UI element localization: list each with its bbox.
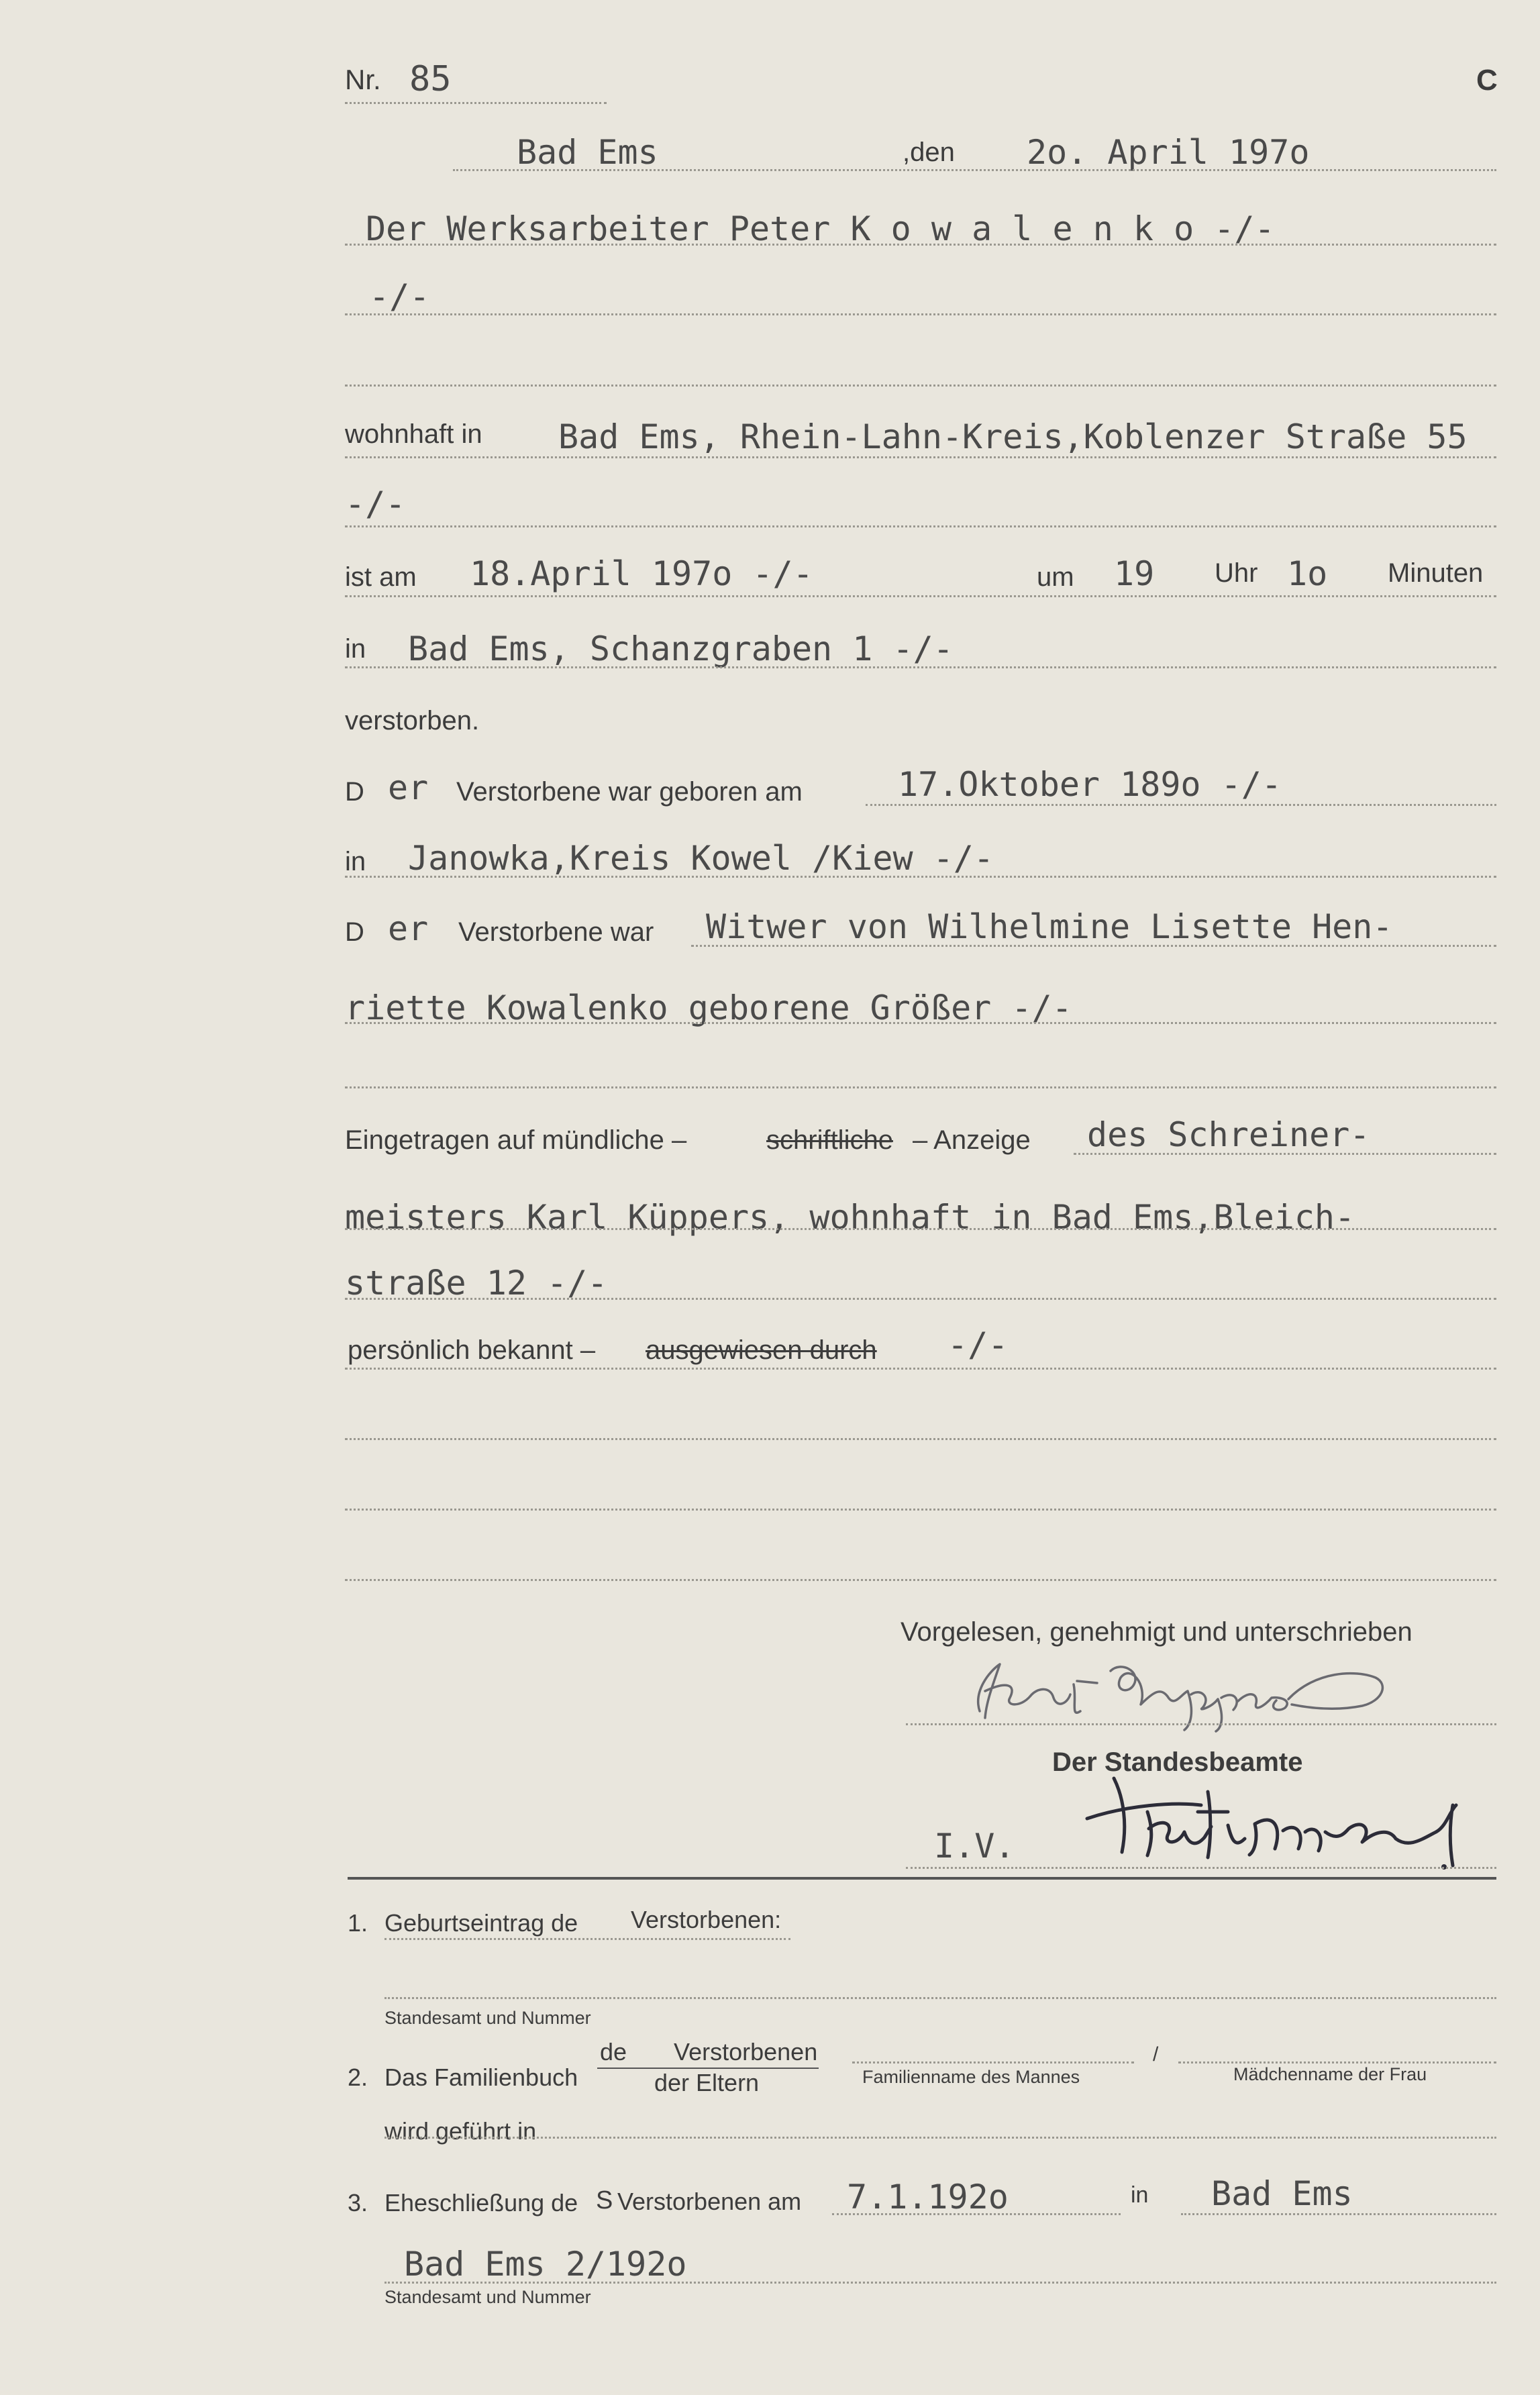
known-struck-id: ausgewiesen durch (646, 1335, 877, 1365)
entry-line-2-rule (345, 1228, 1496, 1230)
footer-1-number-line (384, 1997, 1496, 1999)
footer-3-s: S (596, 2186, 613, 2214)
record-number: 85 (409, 59, 452, 99)
footer-3-date: 7.1.192o (847, 2178, 1009, 2216)
read-approved-signed-text: Vorgelesen, genehmigt und unterschrieben (901, 1617, 1413, 1647)
registrar-title: Der Standesbeamte (1052, 1747, 1303, 1777)
residence-label: wohnhaft in (345, 419, 482, 449)
footer-2-wird-line (384, 2137, 1496, 2139)
death-date-line (345, 595, 1496, 597)
birth-gender-suffix: er (388, 768, 429, 807)
iv-label: I.V. (934, 1827, 1015, 1866)
death-date-label: ist am (345, 562, 417, 592)
entry-line-1-rule (1074, 1153, 1496, 1155)
status-line-1-rule (691, 945, 1496, 947)
birth-place-line (345, 876, 1496, 878)
death-minute: 1o (1287, 554, 1328, 593)
footer-3-value-line (384, 2282, 1496, 2284)
status-line-3-rule (345, 1086, 1496, 1088)
residence-value: Bad Ems, Rhein-Lahn-Kreis,Koblenzer Straße 55 (558, 417, 1468, 456)
birth-place: Janowka,Kreis Kowel /Kiew -/- (408, 839, 994, 878)
footer-2-fraction-top: de Verstorbenen (600, 2038, 818, 2066)
place-date-line (453, 169, 1496, 171)
status-line-2-rule (345, 1022, 1496, 1024)
witness-signature-line (906, 1723, 1496, 1725)
name-line-2 (345, 313, 1496, 315)
registrar-signature (1074, 1765, 1463, 1879)
footer-3-value: Bad Ems 2/192o (404, 2245, 687, 2284)
footer-3-label-2: Verstorbenen am (617, 2188, 802, 2215)
known-line (345, 1368, 1496, 1370)
residence-line-2 (345, 525, 1496, 527)
footer-3-sub: Standesamt und Nummer (384, 2287, 591, 2307)
footer-2-col2-line (1178, 2061, 1496, 2063)
death-date: 18.April 197o -/- (470, 554, 813, 593)
minuten-label: Minuten (1388, 558, 1484, 588)
footer-1-label: Geburtseintrag de (384, 1909, 578, 1937)
death-hour: 19 (1114, 554, 1155, 593)
footer-2-col1-line (852, 2061, 1134, 2063)
birth-d-label: D (345, 777, 364, 807)
verstorben-label: verstorben. (345, 706, 480, 735)
footer-2-col1-label: Familienname des Mannes (862, 2067, 1080, 2087)
section-separator (348, 1877, 1496, 1880)
footer-2-col2-label: Mädchenname der Frau (1233, 2064, 1427, 2084)
footer-2-fraction-bottom: der Eltern (654, 2069, 760, 2096)
registrar-signature-line (906, 1867, 1496, 1869)
footer-3-place-line (1181, 2213, 1496, 2215)
known-prefix: persönlich bekannt – (348, 1335, 596, 1365)
birth-date-line (866, 804, 1496, 806)
blank-line-1 (345, 1438, 1496, 1440)
registry-date: 2o. April 197o (1027, 133, 1310, 172)
entry-line-3-rule (345, 1298, 1496, 1300)
birth-label: Verstorbene war geboren am (456, 777, 803, 807)
name-continuation: -/- (369, 277, 430, 316)
footer-3-label: Eheschließung de (384, 2189, 578, 2216)
um-label: um (1037, 562, 1074, 592)
residence-line (345, 456, 1496, 458)
footer-2-wird-label: wird geführt in (384, 2117, 537, 2145)
entry-line-1: des Schreiner- (1087, 1115, 1370, 1154)
status-line-1: Witwer von Wilhelmine Lisette Hen- (706, 907, 1393, 946)
footer-1-line (384, 1938, 790, 1940)
death-place-label: in (345, 634, 366, 664)
entry-line-2: meisters Karl Küppers, wohnhaft in Bad Ems,Bleich- (345, 1198, 1355, 1237)
death-place-line (345, 666, 1496, 668)
footer-2-number: 2. (348, 2063, 368, 2091)
name-line-1 (345, 244, 1496, 246)
status-d-label: D (345, 917, 364, 947)
footer-1-value: Verstorbenen: (631, 1906, 782, 1933)
blank-line-2 (345, 1509, 1496, 1511)
registry-place: Bad Ems (517, 133, 658, 172)
record-number-line (345, 102, 607, 104)
status-line-2: riette Kowalenko geborene Größer -/- (345, 988, 1072, 1027)
entry-suffix: – Anzeige (913, 1125, 1031, 1155)
deceased-name-line: Der Werksarbeiter Peter K o w a l e n k o -/- (366, 209, 1275, 248)
record-number-label: Nr. (345, 64, 381, 95)
blank-line-3 (345, 1579, 1496, 1581)
corner-letter: C (1476, 64, 1498, 97)
status-gender-suffix: er (388, 909, 429, 948)
den-label: ,den (903, 138, 955, 167)
uhr-label: Uhr (1215, 558, 1258, 588)
footer-1-number: 1. (348, 1909, 368, 1937)
name-line-3 (345, 385, 1496, 387)
footer-3-place: Bad Ems (1211, 2174, 1353, 2213)
footer-3-date-line (832, 2213, 1121, 2215)
footer-2-slash: / (1153, 2043, 1159, 2066)
entry-prefix: Eingetragen auf mündliche – (345, 1125, 687, 1155)
footer-1-sub: Standesamt und Nummer (384, 2008, 591, 2028)
death-place: Bad Ems, Schanzgraben 1 -/- (408, 629, 954, 668)
status-label: Verstorbene war (458, 917, 654, 947)
entry-line-3: straße 12 -/- (345, 1264, 608, 1303)
residence-continuation: -/- (345, 485, 406, 523)
footer-3-in-label: in (1131, 2182, 1149, 2208)
footer-3-number: 3. (348, 2189, 368, 2216)
known-value: -/- (947, 1325, 1009, 1364)
birth-date: 17.Oktober 189o -/- (898, 765, 1282, 804)
birth-place-label: in (345, 847, 366, 876)
footer-2-label: Das Familienbuch (384, 2063, 578, 2091)
entry-struck-written: schriftliche (766, 1125, 893, 1155)
